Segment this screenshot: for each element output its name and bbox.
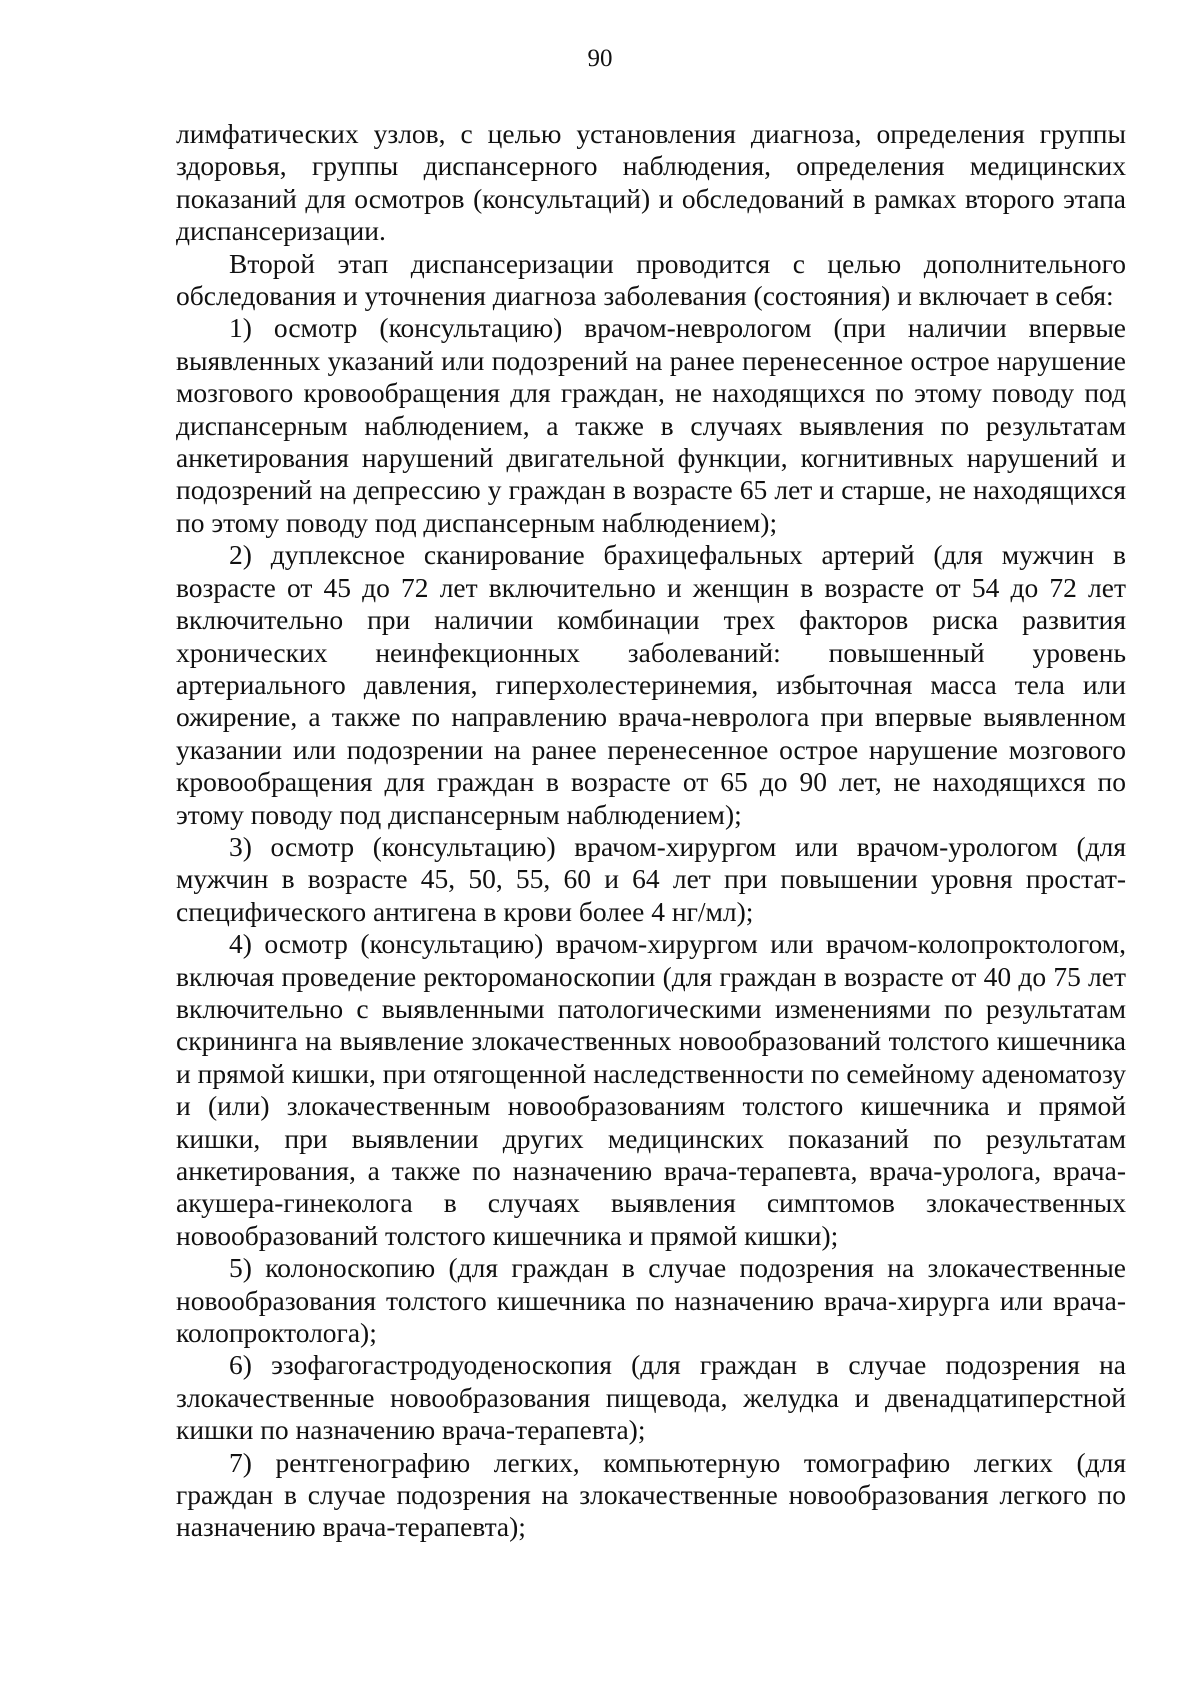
list-item-7: 7) рентгенографию легких, компьютерную томографию легких (для граждан в случае подозрения на злокачественные новообразования легкого по назначению врача-терапевта); — [176, 1446, 1126, 1543]
list-item-4: 4) осмотр (консультацию) врачом-хирургом или врачом-колопроктологом, включая проведение ректороманоскопии (для граждан в возрасте от 40 до 75 лет включительно с выявленными патологическими изменениями по результатам скрининга на выявление злокачественных новообразований толстого кишечника и прямой кишки, при отягощенной наследственности по семейному аденоматозу и (или) злокачественным новообразованиям толстого кишечника и прямой кишки, при выявлении других медицинских показаний по результатам анкетирования, а также по назначению врача-терапевта, врача-уролога, врача-акушера-гинеколога в случаях выявления симптомов злокачественных новообразований толстого кишечника и прямой кишки); — [176, 928, 1126, 1251]
list-item-2: 2) дуплексное сканирование брахицефальных артерий (для мужчин в возрасте от 45 до 72 лет включительно и женщин в возрасте от 54 до 72 лет включительно при наличии комбинации трех факторов риска развития хронических неинфекционных заболеваний: повышенный уровень артериального давления, гиперхолестеринемия, избыточная масса тела или ожирение, а также по направлению врача-невролога при впервые выявленном указании или подозрении на ранее перенесенное острое нарушение мозгового кровообращения для граждан в возрасте от 65 до 90 лет, не находящихся по этому поводу под диспансерным наблюдением); — [176, 539, 1126, 830]
list-item-5: 5) колоноскопию (для граждан в случае подозрения на злокачественные новообразования толстого кишечника по назначению врача-хирурга или врача-колопроктолога); — [176, 1252, 1126, 1349]
paragraph-second-stage-intro: Второй этап диспансеризации проводится с целью дополнительного обследования и уточнения диагноза заболевания (состояния) и включает в себя: — [176, 247, 1126, 312]
list-item-3: 3) осмотр (консультацию) врачом-хирургом или врачом-урологом (для мужчин в возрасте 45, 50, 55, 60 и 64 лет при повышении уровня простат-специфического антигена в крови более 4 нг/мл); — [176, 830, 1126, 927]
list-item-1: 1) осмотр (консультацию) врачом-неврологом (при наличии впервые выявленных указаний или подозрений на ранее перенесенное острое нарушение мозгового кровообращения для граждан, не находящихся по этому поводу под диспансерным наблюдением, а также в случаях выявления по результатам анкетирования нарушений двигательной функции, когнитивных нарушений и подозрений на депрессию у граждан в возрасте 65 лет и старше, не находящихся по этому поводу под диспансерным наблюдением); — [176, 312, 1126, 538]
paragraph-continuation: лимфатических узлов, с целью установления диагноза, определения группы здоровья, группы диспансерного наблюдения, определения медицинских показаний для осмотров (консультаций) и обследований в рамках второго этапа диспансеризации. — [176, 118, 1126, 247]
page-number: 90 — [587, 45, 613, 72]
page-body — [176, 118, 1126, 1544]
list-item-6: 6) эзофагогастродуоденоскопия (для граждан в случае подозрения на злокачественные новообразования пищевода, желудка и двенадцатиперстной кишки по назначению врача-терапевта); — [176, 1349, 1126, 1446]
